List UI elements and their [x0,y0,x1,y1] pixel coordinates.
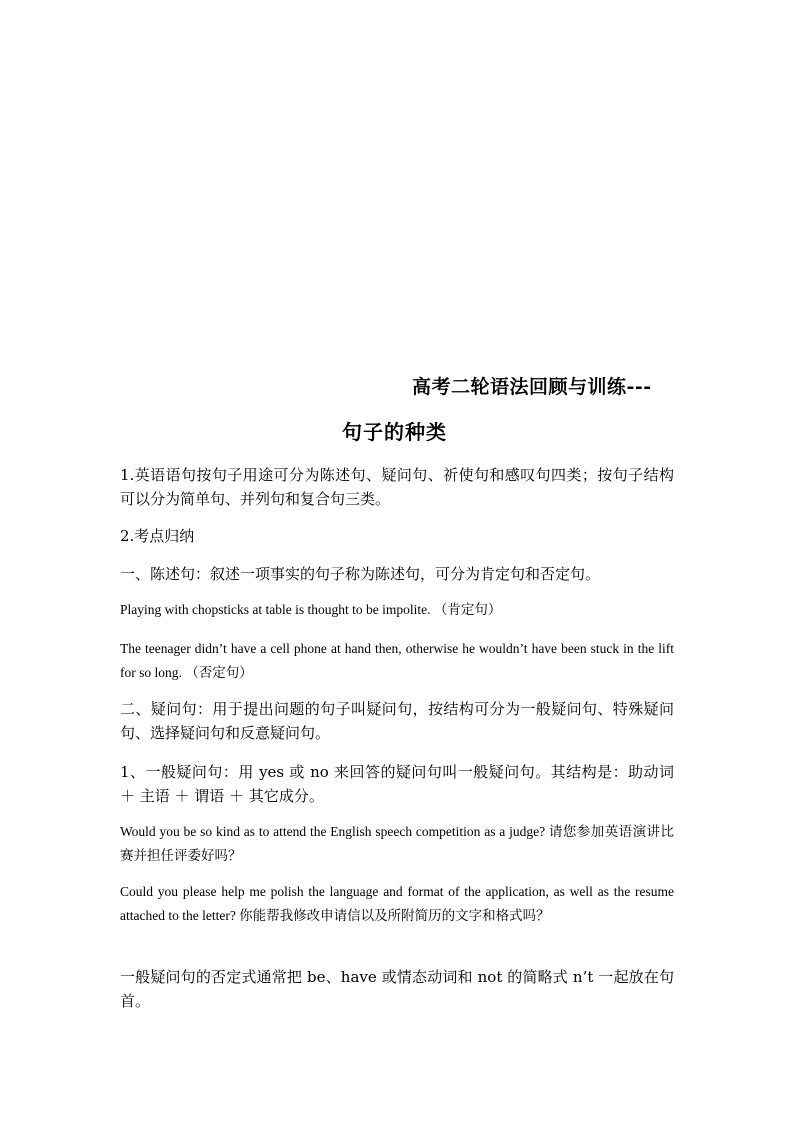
paragraph-example-could-you: Could you please help me polish the language and format of the application, as well as the resume attached to the letter? 你能帮我修改申请信以及所附简历的文字和格式吗？ [120,884,674,923]
document-subtitle: 句子的种类 [342,420,447,444]
paragraph-negative-question-form: 一般疑问句的否定式通常把 be、have 或情态动词和 not 的简略式 n’t 一起放在句首。 [120,968,674,1010]
document-title: 高考二轮语法回顾与训练--- [412,376,652,398]
paragraph-interrogative-heading: 二、疑问句：用于提出问题的句子叫疑问句，按结构可分为一般疑问句、特殊疑问句、选择疑问句和反意疑问句。 [120,700,674,742]
paragraph-declarative-heading: 一、陈述句：叙述一项事实的句子称为陈述句，可分为肯定句和否定句。 [120,565,601,583]
paragraph-sentence-classification: 1.英语语句按句子用途可分为陈述句、疑问句、祈使句和感叹句四类；按句子结构可以分为简单句、并列句和复合句三类。 [120,466,674,508]
paragraph-example-affirmative: Playing with chopsticks at table is thought to be impolite. （肯定句） [120,602,502,617]
paragraph-key-points-heading: 2.考点归纳 [120,527,195,545]
paragraph-example-would-you: Would you be so kind as to attend the English speech competition as a judge? 请您参加英语演讲比赛并担任评委好吗？ [120,824,674,863]
paragraph-example-negative: The teenager didn’t have a cell phone at hand then, otherwise he wouldn’t have been stuck in the lift for so long. （否定句） [120,641,674,680]
paragraph-general-question: 1、一般疑问句：用 yes 或 no 来回答的疑问句叫一般疑问句。其结构是：助动词 ＋ 主语 ＋ 谓语 ＋ 其它成分。 [120,763,674,805]
